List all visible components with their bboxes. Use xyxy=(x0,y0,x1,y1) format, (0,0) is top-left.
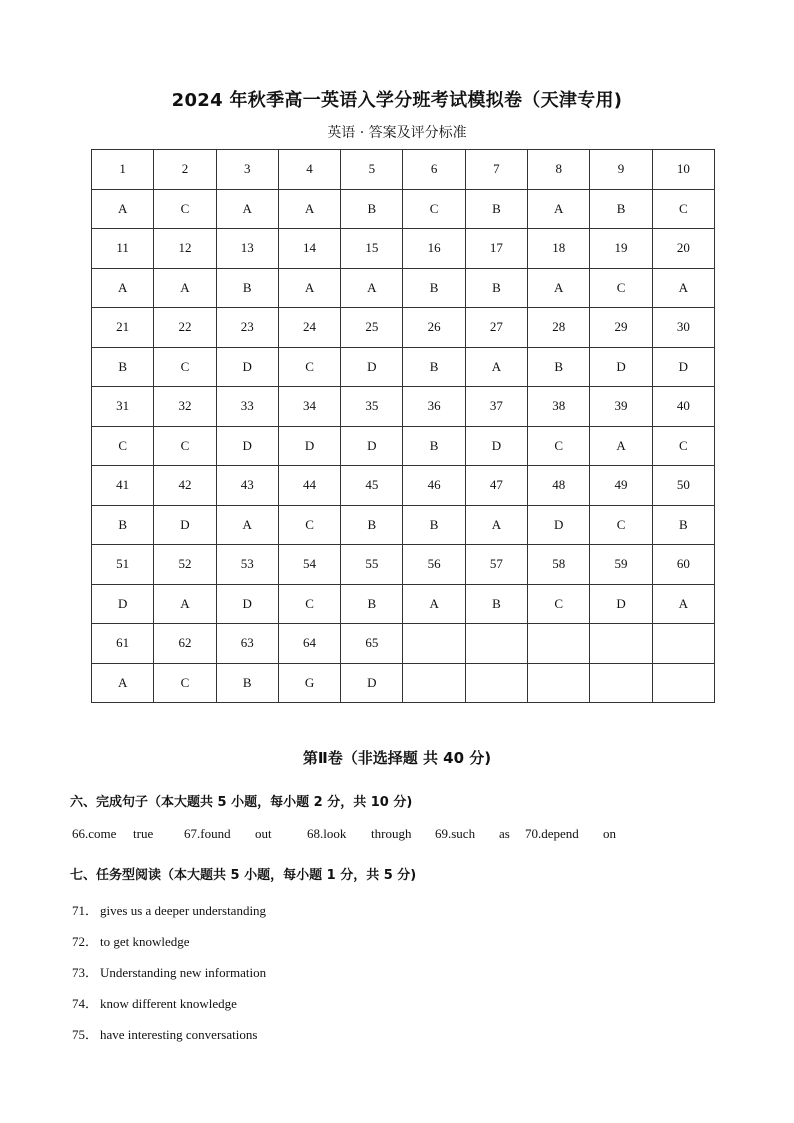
page-title: 2024 年秋季高一英语入学分班考试模拟卷（天津专用) xyxy=(171,90,623,111)
answer-cell: A xyxy=(92,189,154,229)
question-number-row xyxy=(92,387,715,427)
answer-cell: C xyxy=(278,505,340,545)
answer-cell: D xyxy=(528,505,590,545)
answer-cell: A xyxy=(216,189,278,229)
answer-cell: C xyxy=(278,584,340,624)
part7-item xyxy=(72,993,237,1012)
item-answer: Understanding new information xyxy=(100,965,267,980)
question-number-cell: 26 xyxy=(403,308,465,348)
answer-row xyxy=(92,426,715,466)
answer-cell: C xyxy=(652,189,714,229)
answer-cell: D xyxy=(216,426,278,466)
question-number-cell: 57 xyxy=(465,545,527,585)
answer-cell xyxy=(652,663,714,703)
answer-cell: C xyxy=(403,189,465,229)
question-number-cell: 18 xyxy=(528,229,590,269)
answer-cell: A xyxy=(652,584,714,624)
answer-cell xyxy=(465,663,527,703)
question-number-cell: 40 xyxy=(652,387,714,427)
answer-cell: B xyxy=(465,189,527,229)
answer-cell: B xyxy=(465,584,527,624)
answer-cell: C xyxy=(528,584,590,624)
question-number-cell: 3 xyxy=(216,150,278,190)
question-number-cell: 20 xyxy=(652,229,714,269)
answer-cell: A xyxy=(216,505,278,545)
answer-70-word1: 70.depend xyxy=(525,826,579,841)
answer-cell: A xyxy=(278,189,340,229)
answer-cell xyxy=(403,663,465,703)
question-number-cell: 29 xyxy=(590,308,652,348)
question-number-row xyxy=(92,545,715,585)
question-number-cell: 25 xyxy=(341,308,403,348)
answer-cell: A xyxy=(528,268,590,308)
answer-cell: C xyxy=(154,347,216,387)
question-number-cell: 37 xyxy=(465,387,527,427)
question-number-cell: 13 xyxy=(216,229,278,269)
question-number-cell: 60 xyxy=(652,545,714,585)
question-number-cell: 23 xyxy=(216,308,278,348)
question-number-cell: 6 xyxy=(403,150,465,190)
page-subtitle: 英语 · 答案及评分标准 xyxy=(327,125,467,141)
answer-cell: A xyxy=(92,663,154,703)
answer-row xyxy=(92,347,715,387)
answer-cell: C xyxy=(278,347,340,387)
answer-cell: B xyxy=(403,505,465,545)
question-number-cell: 15 xyxy=(341,229,403,269)
answer-cell: B xyxy=(590,189,652,229)
answer-cell: B xyxy=(528,347,590,387)
question-number-cell: 19 xyxy=(590,229,652,269)
question-number-cell xyxy=(528,624,590,664)
question-number-cell: 61 xyxy=(92,624,154,664)
answer-cell: A xyxy=(590,426,652,466)
question-number-cell: 35 xyxy=(341,387,403,427)
question-number-cell: 34 xyxy=(278,387,340,427)
question-number-cell: 28 xyxy=(528,308,590,348)
answer-cell: B xyxy=(92,505,154,545)
question-number-cell: 39 xyxy=(590,387,652,427)
question-number-cell: 59 xyxy=(590,545,652,585)
answer-cell: D xyxy=(652,347,714,387)
answer-cell: A xyxy=(465,347,527,387)
answer-row xyxy=(92,584,715,624)
question-number-row xyxy=(92,466,715,506)
answer-row xyxy=(92,189,715,229)
question-number-cell: 53 xyxy=(216,545,278,585)
answer-cell: C xyxy=(652,426,714,466)
question-number-cell: 47 xyxy=(465,466,527,506)
question-number-cell: 55 xyxy=(341,545,403,585)
question-number-cell: 30 xyxy=(652,308,714,348)
question-number-cell: 16 xyxy=(403,229,465,269)
question-number-cell: 1 xyxy=(92,150,154,190)
question-number-cell: 44 xyxy=(278,466,340,506)
answer-70-word2: on xyxy=(603,826,616,841)
answer-68-word2: through xyxy=(371,826,412,841)
question-number-cell: 14 xyxy=(278,229,340,269)
answer-cell: C xyxy=(528,426,590,466)
question-number-cell: 4 xyxy=(278,150,340,190)
answer-cell: G xyxy=(278,663,340,703)
question-number-cell: 48 xyxy=(528,466,590,506)
question-number-cell: 51 xyxy=(92,545,154,585)
item-answer: to get knowledge xyxy=(100,934,190,949)
question-number-cell xyxy=(590,624,652,664)
item-number: 71． xyxy=(72,903,99,918)
question-number-cell: 38 xyxy=(528,387,590,427)
part7-item xyxy=(72,900,266,919)
answer-cell: B xyxy=(341,505,403,545)
answer-cell: B xyxy=(403,268,465,308)
question-number-cell: 24 xyxy=(278,308,340,348)
answer-68-word1: 68.look xyxy=(307,826,347,841)
answer-69-word1: 69.such xyxy=(435,826,476,841)
answer-cell: D xyxy=(465,426,527,466)
question-number-cell: 42 xyxy=(154,466,216,506)
question-number-cell: 17 xyxy=(465,229,527,269)
question-number-cell: 22 xyxy=(154,308,216,348)
question-number-cell: 9 xyxy=(590,150,652,190)
question-number-cell: 41 xyxy=(92,466,154,506)
answer-cell: D xyxy=(341,426,403,466)
item-number: 72． xyxy=(72,934,99,949)
answer-cell: B xyxy=(92,347,154,387)
question-number-cell: 7 xyxy=(465,150,527,190)
question-number-cell: 43 xyxy=(216,466,278,506)
answer-cell: A xyxy=(528,189,590,229)
question-number-cell: 32 xyxy=(154,387,216,427)
question-number-cell xyxy=(465,624,527,664)
answer-69-word2: as xyxy=(499,826,510,841)
answer-cell: B xyxy=(403,426,465,466)
part6-heading: 六、完成句子（本大题共 5 小题，每小题 2 分，共 10 分) xyxy=(70,795,413,810)
question-number-cell: 8 xyxy=(528,150,590,190)
part7-item xyxy=(72,962,266,981)
answer-cell: C xyxy=(154,189,216,229)
question-number-cell: 2 xyxy=(154,150,216,190)
answer-cell: A xyxy=(278,268,340,308)
question-number-cell: 33 xyxy=(216,387,278,427)
answer-row xyxy=(92,268,715,308)
question-number-cell: 56 xyxy=(403,545,465,585)
answer-cell: B xyxy=(403,347,465,387)
question-number-cell: 64 xyxy=(278,624,340,664)
part7-heading: 七、任务型阅读（本大题共 5 小题，每小题 1 分，共 5 分) xyxy=(70,868,417,883)
item-answer: know different knowledge xyxy=(100,996,237,1011)
section2-title: 第Ⅱ卷（非选择题 共 40 分) xyxy=(302,749,492,767)
answer-cell: C xyxy=(154,426,216,466)
answer-cell: D xyxy=(216,347,278,387)
question-number-cell: 52 xyxy=(154,545,216,585)
question-number-cell: 45 xyxy=(341,466,403,506)
answer-cell: D xyxy=(341,347,403,387)
question-number-cell: 65 xyxy=(341,624,403,664)
answer-cell: B xyxy=(216,663,278,703)
question-number-cell: 46 xyxy=(403,466,465,506)
answer-cell: A xyxy=(341,268,403,308)
question-number-cell: 50 xyxy=(652,466,714,506)
question-number-row xyxy=(92,229,715,269)
answer-cell: D xyxy=(92,584,154,624)
answer-66-word1: 66.come xyxy=(72,826,117,841)
answer-cell: B xyxy=(341,584,403,624)
answer-table xyxy=(91,149,715,703)
answer-cell: C xyxy=(92,426,154,466)
answer-row xyxy=(92,505,715,545)
answer-66-word2: true xyxy=(133,826,154,841)
question-number-cell: 58 xyxy=(528,545,590,585)
answer-cell: A xyxy=(92,268,154,308)
answer-cell: A xyxy=(465,505,527,545)
answer-cell: D xyxy=(341,663,403,703)
answer-cell: A xyxy=(652,268,714,308)
answer-cell: A xyxy=(403,584,465,624)
question-number-cell: 11 xyxy=(92,229,154,269)
answer-row xyxy=(92,663,715,703)
question-number-cell: 36 xyxy=(403,387,465,427)
question-number-cell: 49 xyxy=(590,466,652,506)
answer-cell xyxy=(590,663,652,703)
item-number: 75． xyxy=(72,1027,99,1042)
answer-cell: A xyxy=(154,268,216,308)
question-number-cell: 54 xyxy=(278,545,340,585)
answer-67-word2: out xyxy=(255,826,272,841)
question-number-cell: 31 xyxy=(92,387,154,427)
answer-cell: B xyxy=(341,189,403,229)
question-number-cell xyxy=(403,624,465,664)
part7-item xyxy=(72,1024,257,1043)
answer-cell: D xyxy=(590,584,652,624)
question-number-row xyxy=(92,308,715,348)
answer-cell: D xyxy=(278,426,340,466)
item-number: 74． xyxy=(72,996,99,1011)
answer-67-word1: 67.found xyxy=(184,826,231,841)
item-number: 73． xyxy=(72,965,99,980)
question-number-cell: 5 xyxy=(341,150,403,190)
answer-cell: B xyxy=(465,268,527,308)
question-number-cell: 21 xyxy=(92,308,154,348)
question-number-cell: 63 xyxy=(216,624,278,664)
question-number-cell xyxy=(652,624,714,664)
answer-cell: C xyxy=(590,505,652,545)
part7-item xyxy=(72,931,190,950)
answer-cell: C xyxy=(590,268,652,308)
item-answer: have interesting conversations xyxy=(100,1027,258,1042)
question-number-row xyxy=(92,624,715,664)
question-number-cell: 12 xyxy=(154,229,216,269)
question-number-row xyxy=(92,150,715,190)
question-number-cell: 62 xyxy=(154,624,216,664)
answer-cell: B xyxy=(216,268,278,308)
item-answer: gives us a deeper understanding xyxy=(100,903,267,918)
answer-cell: D xyxy=(154,505,216,545)
answer-cell: C xyxy=(154,663,216,703)
question-number-cell: 27 xyxy=(465,308,527,348)
answer-cell: B xyxy=(652,505,714,545)
answer-cell: A xyxy=(154,584,216,624)
answer-cell xyxy=(528,663,590,703)
answer-cell: D xyxy=(590,347,652,387)
question-number-cell: 10 xyxy=(652,150,714,190)
answer-cell: D xyxy=(216,584,278,624)
